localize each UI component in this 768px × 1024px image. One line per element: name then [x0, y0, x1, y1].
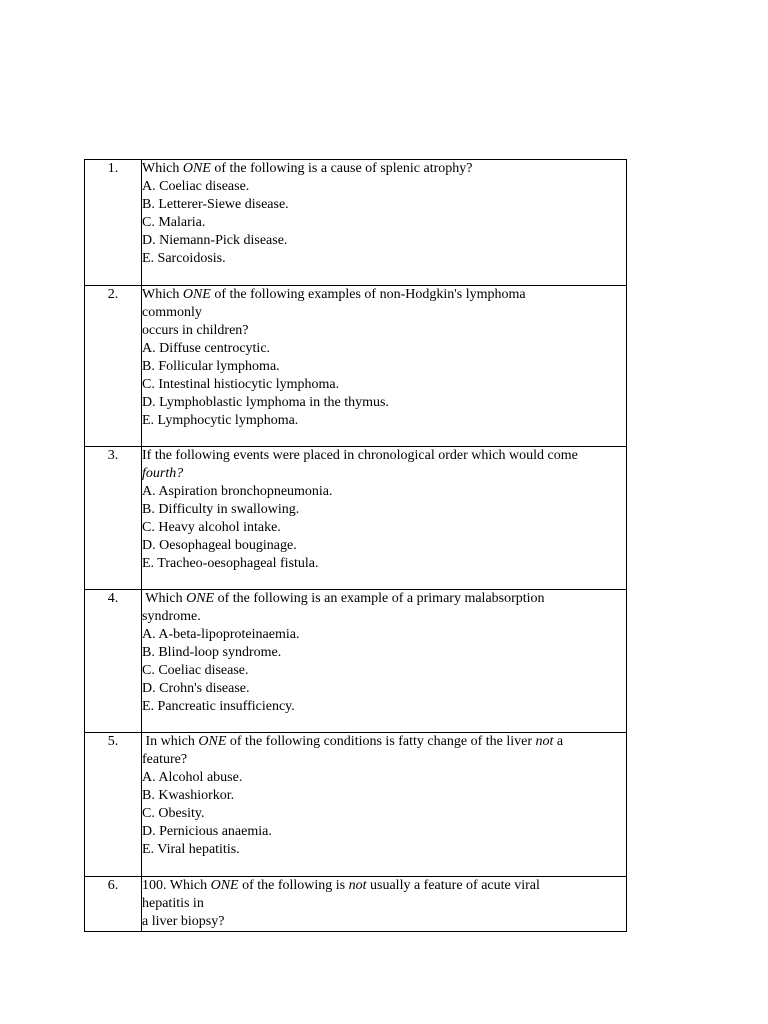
answer-option: D. Crohn's disease.	[142, 681, 250, 696]
question-number: 2.	[85, 286, 142, 447]
question-stem-line	[142, 751, 626, 769]
question-number: 4.	[85, 590, 142, 733]
question-stem-text: Which	[142, 161, 183, 176]
answer-option: A. Diffuse centrocytic.	[142, 341, 271, 356]
question-number: 3.	[85, 447, 142, 590]
answer-option: D. Oesophageal bouginage.	[142, 538, 297, 553]
answer-option: A. Coeliac disease.	[142, 179, 250, 194]
answer-option: B. Kwashiorkor.	[142, 788, 235, 803]
question-stem-emphasis: ONE	[186, 591, 215, 606]
question-stem-emphasis: not	[348, 878, 367, 893]
answer-option: C. Malaria.	[142, 215, 206, 230]
question-stem-emphasis: ONE	[210, 878, 239, 893]
answer-option: D. Niemann-Pick disease.	[142, 233, 288, 248]
question-stem-text: of the following is	[238, 878, 349, 893]
question-row	[85, 160, 627, 286]
question-body	[142, 733, 627, 877]
question-stem-text: 100. Which	[142, 878, 211, 893]
question-body	[142, 160, 627, 286]
answer-option: C. Intestinal histiocytic lymphoma.	[142, 377, 340, 392]
question-stem-text: of the following examples of non-Hodgkin's lymphoma	[210, 287, 526, 302]
question-body	[142, 286, 627, 447]
answer-option: A. A-beta-lipoproteinaemia.	[142, 627, 300, 642]
question-stem-text: feature?	[142, 752, 188, 767]
questions-table-body	[85, 160, 627, 932]
question-stem-text: occurs in children?	[142, 323, 249, 338]
question-row	[85, 733, 627, 877]
answer-option: C. Heavy alcohol intake.	[142, 520, 281, 535]
question-stem-emphasis: ONE	[182, 161, 211, 176]
question-stem-emphasis: not	[535, 734, 554, 749]
question-body	[142, 877, 627, 932]
answer-option: E. Tracheo-oesophageal fistula.	[142, 556, 319, 571]
question-stem-line	[142, 322, 626, 340]
question-body	[142, 447, 627, 590]
question-stem-text: commonly	[142, 305, 202, 320]
answer-option: C. Obesity.	[142, 806, 205, 821]
question-stem-line	[142, 608, 626, 626]
answer-option: A. Aspiration bronchopneumonia.	[142, 484, 333, 499]
question-row	[85, 286, 627, 447]
answer-option: B. Blind-loop syndrome.	[142, 645, 282, 660]
question-stem-line	[142, 590, 626, 608]
question-stem-text: usually a feature of acute viral	[366, 878, 540, 893]
question-body	[142, 590, 627, 733]
answer-option: C. Coeliac disease.	[142, 663, 249, 678]
questions-table	[84, 159, 627, 932]
answer-option: E. Viral hepatitis.	[142, 842, 240, 857]
question-stem-line	[142, 895, 626, 913]
question-stem-text: Which	[142, 287, 183, 302]
question-row	[85, 877, 627, 932]
answer-option: B. Follicular lymphoma.	[142, 359, 280, 374]
question-stem-emphasis: ONE	[182, 287, 211, 302]
answer-option: E. Lymphocytic lymphoma.	[142, 413, 299, 428]
question-stem-line	[142, 160, 626, 178]
question-stem-emphasis: fourth?	[142, 466, 184, 481]
question-stem-text: Which	[142, 591, 187, 606]
question-stem-text: a liver biopsy?	[142, 914, 225, 929]
answer-option: B. Difficulty in swallowing.	[142, 502, 300, 517]
question-number: 1.	[85, 160, 142, 286]
question-stem-text: If the following events were placed in chronological order which would come	[142, 448, 578, 463]
answer-option: D. Pernicious anaemia.	[142, 824, 272, 839]
answer-option: D. Lymphoblastic lymphoma in the thymus.	[142, 395, 389, 410]
question-stem-text: In which	[142, 734, 199, 749]
question-stem-line	[142, 913, 626, 931]
question-stem-text: syndrome.	[142, 609, 201, 624]
question-row	[85, 447, 627, 590]
question-stem-line	[142, 465, 626, 483]
question-stem-line	[142, 304, 626, 322]
answer-option: B. Letterer-Siewe disease.	[142, 197, 289, 212]
question-stem-text: of the following conditions is fatty change of the liver	[226, 734, 536, 749]
answer-option: E. Pancreatic insufficiency.	[142, 699, 295, 714]
question-stem-line	[142, 733, 626, 751]
question-number: 6.	[85, 877, 142, 932]
question-stem-text: of the following is an example of a primary malabsorption	[214, 591, 545, 606]
answer-option: A. Alcohol abuse.	[142, 770, 243, 785]
question-stem-text: of the following is a cause of splenic atrophy?	[210, 161, 473, 176]
question-stem-line	[142, 286, 626, 304]
question-stem-text: hepatitis in	[142, 896, 204, 911]
question-stem-emphasis: ONE	[198, 734, 227, 749]
question-number: 5.	[85, 733, 142, 877]
answer-option: E. Sarcoidosis.	[142, 251, 226, 266]
question-stem-line	[142, 877, 626, 895]
question-stem-line	[142, 447, 626, 465]
question-row	[85, 590, 627, 733]
question-stem-text: a	[553, 734, 564, 749]
